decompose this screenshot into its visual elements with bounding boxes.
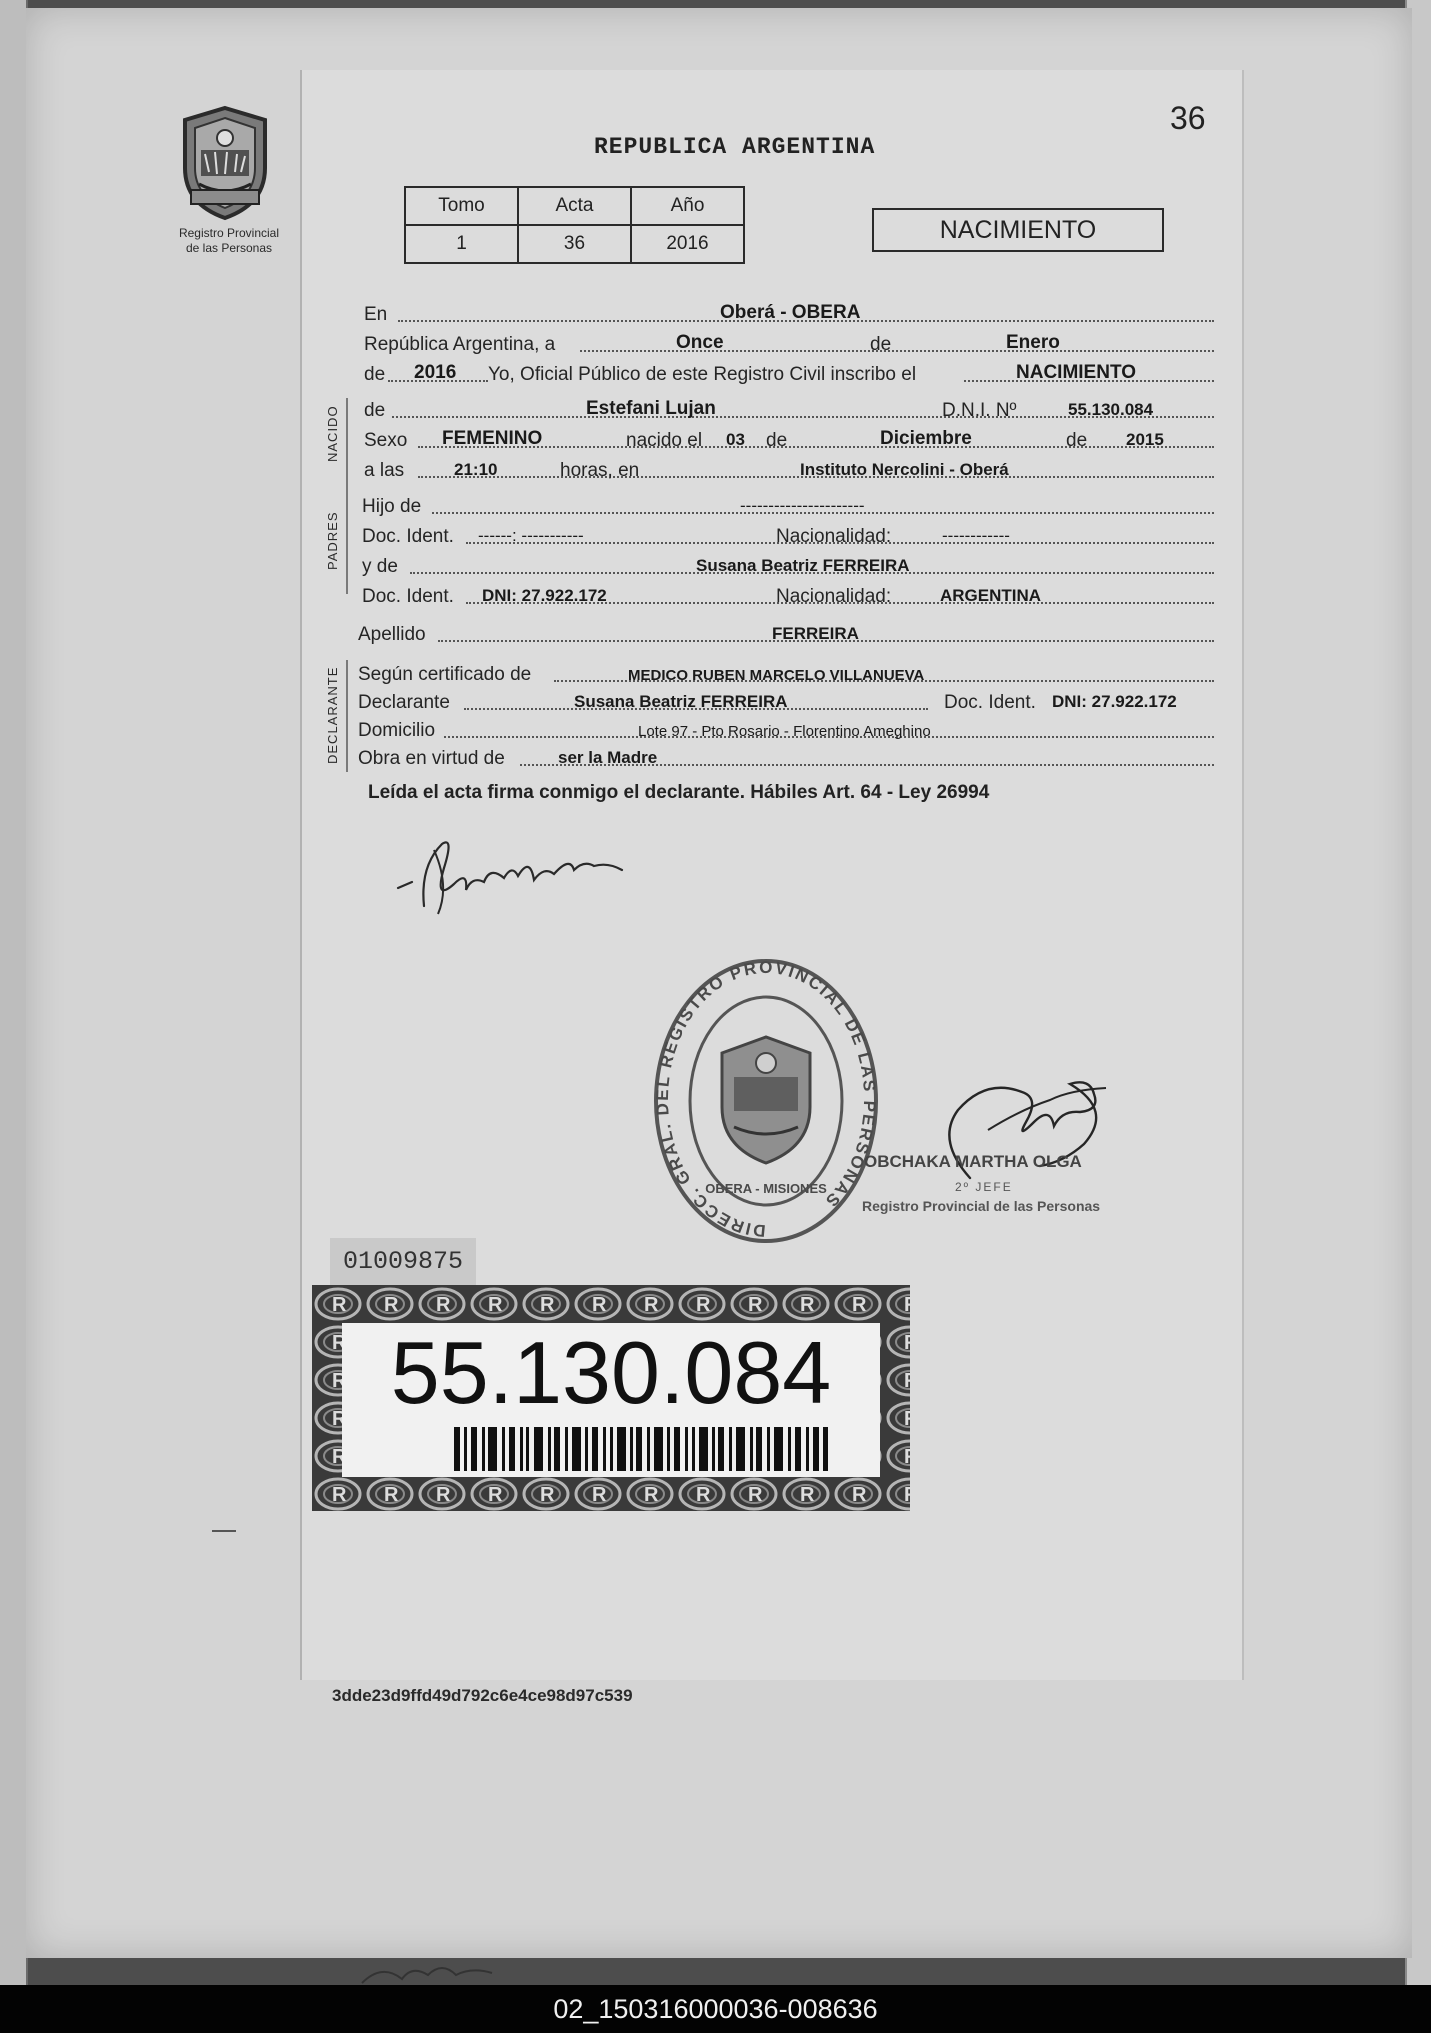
line-en [364, 302, 1214, 328]
line-hora [364, 458, 1214, 484]
line-nombre [364, 398, 1214, 424]
legal-statement: Leída el acta firma conmigo el declarante. Hábiles Art. 64 - Ley 26994 [368, 782, 990, 803]
stamp-ring-text: DIRECC. GRAL. DEL REGISTRO PROVINCIAL DE LAS PERSONAS [652, 957, 880, 1241]
provincial-shield-logo [175, 104, 275, 222]
a-las-label: a las [364, 460, 405, 481]
nacido-el-label: nacido el [626, 430, 703, 451]
apellido-value: FERREIRA [772, 624, 859, 643]
declarante-value: Susana Beatriz FERREIRA [574, 692, 788, 711]
declarante-doc-label: Doc. Ident. [944, 692, 1036, 713]
official-org: Registro Provincial de las Personas [862, 1198, 1101, 1214]
section-label-declarante: DECLARANTE [325, 666, 340, 764]
de-label-dia: de [766, 430, 788, 451]
sticker-label [342, 1323, 880, 1477]
line-sexo [364, 428, 1214, 454]
line-obra [358, 746, 1214, 772]
madre-value: Susana Beatriz FERREIRA [696, 556, 910, 575]
section-label-nacido: NACIDO [325, 405, 340, 462]
official-stamp [652, 957, 880, 1245]
nombre-value: Estefani Lujan [586, 398, 716, 419]
barcode [454, 1427, 828, 1471]
obra-value: ser la Madre [558, 748, 658, 767]
issuer-line2: de las Personas [185, 241, 273, 255]
official-name: OBCHAKA MARTHA OLGA [864, 1152, 1082, 1171]
certificado-value: MEDICO RUBEN MARCELO VILLANUEVA [628, 667, 925, 684]
nac1-label: Nacionalidad: [776, 526, 892, 547]
file-id-bar: 02_150316000036-008636 [0, 1985, 1431, 2033]
dia-nacimiento: 03 [726, 430, 745, 449]
section-rule-padres [346, 490, 348, 594]
obra-label: Obra en virtud de [358, 748, 505, 769]
apellido-label: Apellido [358, 624, 426, 645]
certificado-label: Según certificado de [358, 664, 532, 685]
margin-mark [212, 1530, 236, 1532]
record-type-box: NACIMIENTO [872, 208, 1164, 252]
official-signature [930, 1070, 1120, 1190]
hijo-de-label: Hijo de [362, 496, 422, 517]
republica-label: República Argentina, a [364, 334, 556, 355]
sexo-label: Sexo [364, 430, 408, 451]
mes-nacimiento: Diciembre [880, 428, 972, 449]
header-anio: Año [631, 187, 744, 225]
record-table [404, 186, 745, 264]
inscribo-value: NACIMIENTO [1016, 362, 1136, 383]
header-acta: Acta [518, 187, 631, 225]
dia-value: Once [676, 332, 724, 353]
en-value: Oberá - OBERA [720, 302, 861, 323]
binder-edge-left [0, 0, 28, 1985]
nac2-value: ARGENTINA [940, 586, 1042, 605]
line-oficial [364, 362, 1214, 388]
y-de-label: y de [362, 556, 398, 577]
issuer-caption [150, 226, 308, 256]
doc1-label: Doc. Ident. [362, 526, 454, 547]
doc2-label: Doc. Ident. [362, 586, 454, 607]
line-declarante [358, 690, 1214, 716]
line-y-de [362, 554, 1214, 580]
stamp-inner-text: OBERA - MISIONES [705, 1181, 827, 1196]
doc1-value: ------: ----------- [478, 526, 584, 545]
line-republica [364, 332, 1214, 358]
anio-value: 2016 [414, 362, 457, 383]
value-tomo: 1 [405, 225, 518, 263]
hora-value: 21:10 [454, 460, 498, 479]
section-rule-nacido [346, 398, 348, 494]
section-label-padres: PADRES [325, 511, 340, 570]
document-hash: 3dde23d9ffd49d792c6e4ce98d97c539 [332, 1686, 633, 1705]
line-hijo-de [362, 494, 1214, 520]
official-title: 2º JEFE [955, 1180, 1013, 1194]
de-label: de [870, 334, 892, 355]
dni-barcode-sticker [312, 1285, 910, 1511]
country-title: REPUBLICA ARGENTINA [594, 134, 876, 160]
domicilio-label: Domicilio [358, 720, 436, 741]
serial-number: 01009875 [330, 1238, 476, 1286]
line-apellido [358, 622, 1214, 648]
page-number: 36 [1170, 100, 1206, 136]
domicilio-value: Lote 97 - Pto Rosario - Florentino Ameghino [638, 723, 931, 740]
hijo-de-value: ---------------------- [740, 496, 865, 515]
horas-en-label: horas, en [560, 460, 640, 481]
line-certificado [358, 662, 1214, 688]
mes-value: Enero [1006, 332, 1060, 353]
doc2-value: DNI: 27.922.172 [482, 586, 607, 605]
declarante-doc-value: DNI: 27.922.172 [1052, 692, 1177, 711]
de-label-nombre: de [364, 400, 386, 421]
lugar-value: Instituto Nercolini - Oberá [800, 460, 1009, 479]
nac1-value: ------------ [942, 526, 1010, 545]
declarante-label: Declarante [358, 692, 450, 713]
value-anio: 2016 [631, 225, 744, 263]
sticker-dni-number: 55.130.084 [390, 1323, 832, 1422]
en-label: En [364, 304, 388, 325]
sexo-value: FEMENINO [442, 428, 543, 449]
value-acta: 36 [518, 225, 631, 263]
section-rule-declarante [346, 660, 348, 772]
issuer-line1: Registro Provincial [178, 226, 280, 240]
line-doc1 [362, 524, 1214, 550]
de-year-label: de [364, 364, 386, 385]
oficial-text: Yo, Oficial Público de este Registro Civil inscribo el [488, 364, 917, 385]
header-tomo: Tomo [405, 187, 518, 225]
de-label-mes: de [1066, 430, 1088, 451]
dni-value: 55.130.084 [1068, 400, 1154, 419]
next-page-scrawl [352, 1955, 572, 1985]
declarant-signature [394, 826, 634, 926]
line-doc2 [362, 584, 1214, 610]
line-domicilio [358, 718, 1214, 744]
nac2-label: Nacionalidad: [776, 586, 892, 607]
anio-nacimiento: 2015 [1126, 430, 1164, 449]
dni-label: D.N.I. Nº [942, 400, 1017, 421]
